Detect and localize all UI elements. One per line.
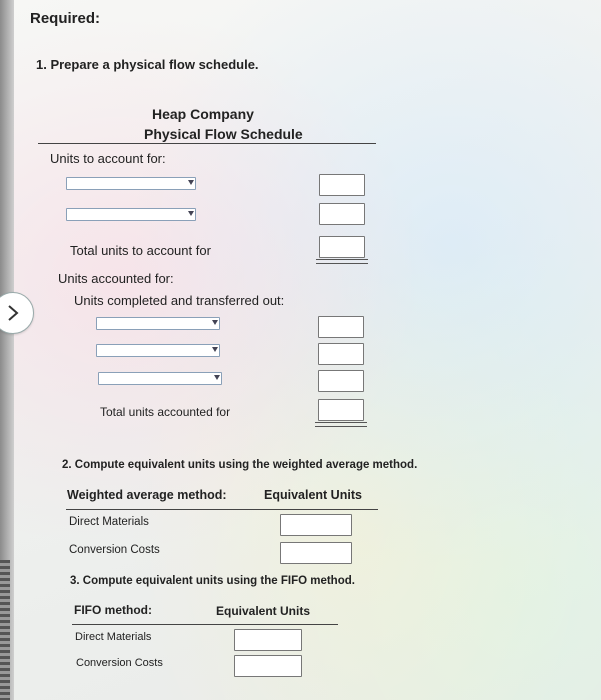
total-units-to-account-input[interactable] [319, 236, 365, 258]
weighted-direct-materials-label: Direct Materials [69, 516, 149, 528]
units-accounted-input-3[interactable] [318, 370, 364, 392]
q2-prompt: 2. Compute equivalent units using the weighted average method. [62, 459, 418, 471]
fifo-conversion-costs-label: Conversion Costs [76, 657, 163, 669]
weighted-method-header: Weighted average method: [67, 488, 227, 502]
units-accounted-select-1[interactable] [96, 317, 220, 330]
expand-nav-button[interactable] [0, 292, 34, 334]
units-to-account-label: Units to account for: [50, 151, 166, 166]
units-accounted-select-3[interactable] [98, 372, 222, 385]
fifo-direct-materials-input[interactable] [234, 629, 302, 651]
weighted-conversion-costs-label: Conversion Costs [69, 544, 160, 556]
fifo-direct-materials-label: Direct Materials [75, 631, 152, 643]
units-to-account-select-2[interactable] [66, 208, 196, 221]
weighted-header-rule [66, 509, 378, 510]
units-completed-label: Units completed and transferred out: [74, 293, 285, 308]
units-to-account-input-1[interactable] [319, 174, 365, 196]
paper-edge-stack [0, 560, 10, 700]
total-units-accounted-label: Total units accounted for [100, 405, 231, 419]
units-accounted-input-2[interactable] [318, 343, 364, 365]
q3-prompt: 3. Compute equivalent units using the FIFO method. [70, 575, 355, 587]
units-accounted-select-2[interactable] [96, 344, 220, 357]
schedule-title: Physical Flow Schedule [144, 126, 303, 142]
chevron-down-icon [212, 320, 218, 325]
chevron-down-icon [214, 375, 220, 380]
fifo-equiv-header: Equivalent Units [216, 604, 311, 618]
weighted-equiv-header: Equivalent Units [264, 488, 362, 502]
chevron-down-icon [188, 211, 194, 216]
required-heading: Required: [30, 10, 101, 27]
company-name: Heap Company [152, 106, 254, 122]
units-to-account-input-2[interactable] [319, 203, 365, 225]
units-to-account-select-1[interactable] [66, 177, 196, 190]
fifo-header-rule [72, 624, 338, 625]
q1-prompt: 1. Prepare a physical flow schedule. [36, 57, 259, 72]
chevron-down-icon [188, 180, 194, 185]
chevron-right-icon [7, 304, 19, 322]
total-double-rule [316, 259, 368, 264]
total-accounted-double-rule [315, 422, 367, 427]
header-rule [38, 143, 376, 144]
weighted-conversion-costs-input[interactable] [280, 542, 352, 564]
units-accounted-input-1[interactable] [318, 316, 364, 338]
units-accounted-label: Units accounted for: [58, 271, 174, 286]
fifo-method-header: FIFO method: [74, 603, 152, 617]
total-units-accounted-input[interactable] [318, 399, 364, 421]
chevron-down-icon [212, 347, 218, 352]
total-units-to-account-label: Total units to account for [70, 243, 211, 258]
fifo-conversion-costs-input[interactable] [234, 655, 302, 677]
weighted-direct-materials-input[interactable] [280, 514, 352, 536]
